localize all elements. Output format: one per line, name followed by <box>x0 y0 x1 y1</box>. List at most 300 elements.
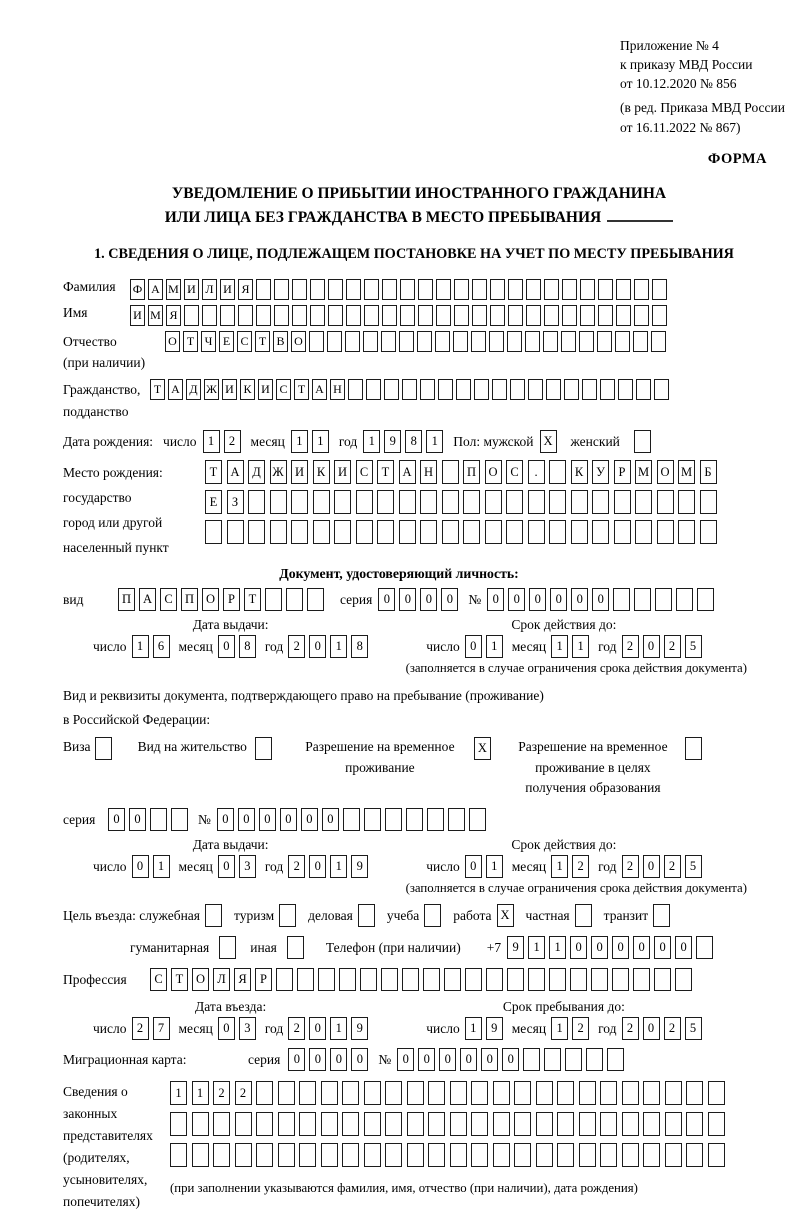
given-name-cell[interactable] <box>526 305 541 326</box>
given-name-cell[interactable] <box>184 305 199 326</box>
purpose-private-cell[interactable] <box>575 904 592 927</box>
representative-cell[interactable] <box>708 1081 725 1105</box>
representative-cell[interactable] <box>407 1081 424 1105</box>
citizenship-cell[interactable] <box>618 379 633 400</box>
identity-kind-cell[interactable]: О <box>202 588 219 611</box>
representative-cell[interactable] <box>600 1143 617 1167</box>
surname-cell[interactable] <box>616 279 631 300</box>
given-name-cell[interactable] <box>616 305 631 326</box>
stay-year-cell[interactable]: 2 <box>622 1017 639 1040</box>
patronymic-cell[interactable] <box>561 331 576 352</box>
representative-cell[interactable] <box>428 1081 445 1105</box>
birth-place-cell[interactable] <box>592 520 609 544</box>
representatives-row1-cells[interactable] <box>170 1081 725 1105</box>
birth-place-cell[interactable]: С <box>506 460 523 484</box>
birth-place-row3-cells[interactable] <box>205 520 717 544</box>
birth-place-cell[interactable]: У <box>592 460 609 484</box>
purpose-private-checkbox[interactable] <box>575 904 592 927</box>
representative-cell[interactable] <box>407 1143 424 1167</box>
residence-number-cell[interactable] <box>427 808 444 831</box>
representative-cell[interactable] <box>299 1143 316 1167</box>
representative-cell[interactable]: 1 <box>192 1081 209 1105</box>
surname-cell[interactable]: И <box>184 279 199 300</box>
identity-kind-cell[interactable]: П <box>118 588 135 611</box>
purpose-tourism-cell[interactable] <box>279 904 296 927</box>
identity-kind-cell[interactable]: П <box>181 588 198 611</box>
birth-place-cell[interactable] <box>420 520 437 544</box>
surname-cell[interactable] <box>310 279 325 300</box>
profession-cell[interactable]: Л <box>213 968 230 991</box>
given-name-cell[interactable] <box>274 305 289 326</box>
migration-number-cell[interactable]: 0 <box>460 1048 477 1071</box>
identity-kind-cell[interactable]: С <box>160 588 177 611</box>
representative-cell[interactable] <box>235 1143 252 1167</box>
patronymic-cell[interactable] <box>651 331 666 352</box>
phone-cell[interactable]: 0 <box>633 936 650 959</box>
migration-number-cell[interactable] <box>565 1048 582 1071</box>
surname-cell[interactable] <box>598 279 613 300</box>
identity-number-cell[interactable] <box>634 588 651 611</box>
representatives-row2-cells[interactable] <box>170 1112 725 1136</box>
birth-place-cell[interactable] <box>248 520 265 544</box>
entry-day-cell[interactable]: 7 <box>153 1017 170 1040</box>
res-valid-day-cells[interactable] <box>465 855 503 878</box>
patronymic-cell[interactable]: С <box>237 331 252 352</box>
identity-kind-cells[interactable] <box>118 588 324 611</box>
birth-place-cell[interactable] <box>549 520 566 544</box>
representative-cell[interactable] <box>536 1112 553 1136</box>
migration-number-cell[interactable] <box>523 1048 540 1071</box>
representative-cell[interactable] <box>686 1112 703 1136</box>
sex-female-checkbox[interactable] <box>634 430 651 453</box>
phone-cells[interactable] <box>507 936 713 959</box>
representative-cell[interactable] <box>622 1143 639 1167</box>
profession-cell[interactable] <box>507 968 524 991</box>
given-name-cell[interactable] <box>364 305 379 326</box>
profession-cell[interactable] <box>612 968 629 991</box>
issue-day-cells[interactable] <box>132 635 170 658</box>
representative-cell[interactable] <box>579 1143 596 1167</box>
patronymic-cell[interactable]: Т <box>183 331 198 352</box>
given-name-cell[interactable] <box>508 305 523 326</box>
birth-place-cell[interactable] <box>270 490 287 514</box>
profession-cell[interactable]: Т <box>171 968 188 991</box>
residence-series-cell[interactable]: 0 <box>108 808 125 831</box>
representative-cell[interactable] <box>665 1112 682 1136</box>
birth-place-cell[interactable]: Ж <box>270 460 287 484</box>
surname-cell[interactable] <box>436 279 451 300</box>
migration-number-cell[interactable]: 0 <box>397 1048 414 1071</box>
given-name-cells[interactable] <box>130 305 667 326</box>
sex-male-cell[interactable]: X <box>540 430 557 453</box>
surname-cell[interactable] <box>328 279 343 300</box>
migration-series-cell[interactable]: 0 <box>330 1048 347 1071</box>
profession-cell[interactable] <box>381 968 398 991</box>
patronymic-cell[interactable] <box>381 331 396 352</box>
issue-day-cell[interactable]: 1 <box>132 635 149 658</box>
given-name-cell[interactable]: М <box>148 305 163 326</box>
birth-place-cell[interactable]: И <box>334 460 351 484</box>
migration-series-cell[interactable]: 0 <box>309 1048 326 1071</box>
res-issue-year-cell[interactable]: 2 <box>288 855 305 878</box>
profession-cell[interactable] <box>423 968 440 991</box>
profession-cell[interactable] <box>360 968 377 991</box>
surname-cell[interactable]: И <box>220 279 235 300</box>
birth-place-cell[interactable] <box>528 490 545 514</box>
surname-cell[interactable]: М <box>166 279 181 300</box>
birth-place-cell[interactable] <box>334 490 351 514</box>
surname-cell[interactable] <box>472 279 487 300</box>
birth-place-cell[interactable]: З <box>227 490 244 514</box>
birth-place-cell[interactable]: П <box>463 460 480 484</box>
birth-place-cell[interactable] <box>442 490 459 514</box>
representative-cell[interactable] <box>385 1081 402 1105</box>
birth-place-cell[interactable] <box>377 520 394 544</box>
representative-cell[interactable] <box>256 1081 273 1105</box>
representative-cell[interactable] <box>579 1081 596 1105</box>
surname-cell[interactable] <box>382 279 397 300</box>
representative-cell[interactable] <box>342 1143 359 1167</box>
surname-cell[interactable] <box>634 279 649 300</box>
birth-place-cell[interactable] <box>356 490 373 514</box>
birth-place-cell[interactable] <box>420 490 437 514</box>
res-issue-year-cells[interactable] <box>288 855 368 878</box>
birth-place-cell[interactable]: М <box>635 460 652 484</box>
birth-place-row2-cells[interactable] <box>205 490 717 514</box>
patronymic-cell[interactable] <box>345 331 360 352</box>
given-name-cell[interactable] <box>238 305 253 326</box>
residence-series-cell[interactable]: 0 <box>129 808 146 831</box>
profession-cell[interactable] <box>654 968 671 991</box>
birth-place-cell[interactable] <box>399 520 416 544</box>
res-issue-day-cell[interactable]: 1 <box>153 855 170 878</box>
birth-place-cell[interactable] <box>549 460 566 484</box>
profession-cell[interactable]: О <box>192 968 209 991</box>
representative-cell[interactable] <box>170 1143 187 1167</box>
surname-cell[interactable] <box>400 279 415 300</box>
migration-number-cell[interactable] <box>586 1048 603 1071</box>
patronymic-cell[interactable]: Т <box>255 331 270 352</box>
issue-month-cell[interactable]: 8 <box>239 635 256 658</box>
profession-cell[interactable] <box>444 968 461 991</box>
birth-year-cells[interactable] <box>363 430 443 453</box>
entry-year-cell[interactable]: 1 <box>330 1017 347 1040</box>
res-issue-year-cell[interactable]: 0 <box>309 855 326 878</box>
citizenship-cell[interactable] <box>636 379 651 400</box>
residence-number-cell[interactable] <box>469 808 486 831</box>
residence-permit-checkbox[interactable] <box>255 737 272 760</box>
valid-month-cell[interactable]: 1 <box>572 635 589 658</box>
given-name-cell[interactable] <box>328 305 343 326</box>
birth-place-cell[interactable] <box>614 490 631 514</box>
profession-cell[interactable] <box>465 968 482 991</box>
phone-cell[interactable]: 0 <box>570 936 587 959</box>
birth-place-cell[interactable] <box>571 490 588 514</box>
birth-place-cell[interactable]: К <box>571 460 588 484</box>
birth-place-cell[interactable] <box>227 520 244 544</box>
citizenship-cell[interactable] <box>654 379 669 400</box>
residence-number-cell[interactable] <box>385 808 402 831</box>
stay-day-cells[interactable] <box>465 1017 503 1040</box>
residence-number-cell[interactable] <box>364 808 381 831</box>
representative-cell[interactable] <box>686 1143 703 1167</box>
representative-cell[interactable] <box>643 1143 660 1167</box>
surname-cell[interactable] <box>652 279 667 300</box>
stay-year-cell[interactable]: 5 <box>685 1017 702 1040</box>
res-valid-day-cell[interactable]: 1 <box>486 855 503 878</box>
birth-place-cell[interactable] <box>270 520 287 544</box>
citizenship-cell[interactable] <box>510 379 525 400</box>
profession-cell[interactable] <box>486 968 503 991</box>
surname-cell[interactable] <box>364 279 379 300</box>
representative-cell[interactable] <box>557 1081 574 1105</box>
representative-cell[interactable] <box>342 1112 359 1136</box>
profession-cell[interactable] <box>339 968 356 991</box>
residence-number-cell[interactable]: 0 <box>217 808 234 831</box>
valid-year-cell[interactable]: 2 <box>664 635 681 658</box>
valid-year-cells[interactable] <box>622 635 702 658</box>
representative-cell[interactable] <box>385 1112 402 1136</box>
stay-day-cell[interactable]: 9 <box>486 1017 503 1040</box>
residence-number-cell[interactable] <box>448 808 465 831</box>
entry-month-cell[interactable]: 0 <box>218 1017 235 1040</box>
birth-place-cell[interactable]: Т <box>377 460 394 484</box>
birth-place-cell[interactable] <box>571 520 588 544</box>
res-issue-month-cell[interactable]: 0 <box>218 855 235 878</box>
patronymic-cell[interactable] <box>543 331 558 352</box>
surname-cell[interactable] <box>580 279 595 300</box>
given-name-cell[interactable] <box>544 305 559 326</box>
identity-kind-cell[interactable] <box>265 588 282 611</box>
citizenship-cell[interactable] <box>366 379 381 400</box>
given-name-cell[interactable] <box>634 305 649 326</box>
representative-cell[interactable] <box>192 1112 209 1136</box>
given-name-cell[interactable] <box>400 305 415 326</box>
res-valid-day-cell[interactable]: 0 <box>465 855 482 878</box>
purpose-work-cell[interactable]: X <box>497 904 514 927</box>
patronymic-cell[interactable] <box>435 331 450 352</box>
birth-place-cell[interactable] <box>678 520 695 544</box>
res-issue-year-cell[interactable]: 9 <box>351 855 368 878</box>
birth-month-cells[interactable] <box>291 430 329 453</box>
stay-day-cell[interactable]: 1 <box>465 1017 482 1040</box>
citizenship-cell[interactable]: И <box>258 379 273 400</box>
entry-day-cell[interactable]: 2 <box>132 1017 149 1040</box>
given-name-cell[interactable] <box>598 305 613 326</box>
birth-place-cell[interactable] <box>291 490 308 514</box>
citizenship-cell[interactable] <box>492 379 507 400</box>
identity-number-cell[interactable]: 0 <box>508 588 525 611</box>
profession-cell[interactable]: Я <box>234 968 251 991</box>
res-issue-month-cells[interactable] <box>218 855 256 878</box>
citizenship-cell[interactable]: К <box>240 379 255 400</box>
given-name-cell[interactable] <box>490 305 505 326</box>
patronymic-cell[interactable] <box>417 331 432 352</box>
patronymic-cell[interactable] <box>507 331 522 352</box>
surname-cell[interactable] <box>454 279 469 300</box>
valid-month-cells[interactable] <box>551 635 589 658</box>
representative-cell[interactable] <box>192 1143 209 1167</box>
birth-place-cell[interactable] <box>657 490 674 514</box>
representative-cell[interactable] <box>450 1143 467 1167</box>
birth-place-cell[interactable]: Р <box>614 460 631 484</box>
profession-cell[interactable] <box>528 968 545 991</box>
birth-place-cell[interactable] <box>442 460 459 484</box>
representative-cell[interactable] <box>600 1112 617 1136</box>
representative-cell[interactable] <box>321 1112 338 1136</box>
given-name-cell[interactable] <box>220 305 235 326</box>
birth-place-cell[interactable] <box>291 520 308 544</box>
birth-place-cell[interactable]: Н <box>420 460 437 484</box>
purpose-humanitarian-cell[interactable] <box>219 936 236 959</box>
purpose-tourism-checkbox[interactable] <box>279 904 296 927</box>
representative-cell[interactable] <box>321 1081 338 1105</box>
migration-number-cell[interactable]: 0 <box>502 1048 519 1071</box>
surname-cell[interactable]: Я <box>238 279 253 300</box>
visa-checkbox[interactable] <box>95 737 112 760</box>
representative-cell[interactable] <box>364 1081 381 1105</box>
valid-day-cells[interactable] <box>465 635 503 658</box>
issue-day-cell[interactable]: 6 <box>153 635 170 658</box>
patronymic-cell[interactable] <box>597 331 612 352</box>
edu-permit-checkbox[interactable] <box>685 737 702 760</box>
citizenship-cell[interactable] <box>438 379 453 400</box>
surname-cell[interactable] <box>562 279 577 300</box>
citizenship-cell[interactable]: Д <box>186 379 201 400</box>
given-name-cell[interactable] <box>436 305 451 326</box>
migration-number-cell[interactable]: 0 <box>439 1048 456 1071</box>
entry-year-cell[interactable]: 0 <box>309 1017 326 1040</box>
patronymic-cell[interactable] <box>309 331 324 352</box>
res-issue-year-cell[interactable]: 1 <box>330 855 347 878</box>
surname-cell[interactable] <box>256 279 271 300</box>
res-valid-month-cells[interactable] <box>551 855 589 878</box>
migration-number-cells[interactable] <box>397 1048 624 1071</box>
valid-year-cell[interactable]: 5 <box>685 635 702 658</box>
phone-cell[interactable]: 0 <box>675 936 692 959</box>
birth-month-cell[interactable]: 1 <box>291 430 308 453</box>
identity-series-cell[interactable]: 0 <box>378 588 395 611</box>
citizenship-cell[interactable] <box>474 379 489 400</box>
representative-cell[interactable] <box>557 1143 574 1167</box>
entry-year-cell[interactable]: 2 <box>288 1017 305 1040</box>
res-valid-year-cell[interactable]: 2 <box>622 855 639 878</box>
given-name-cell[interactable] <box>292 305 307 326</box>
temp-permit-checkbox[interactable] <box>474 737 491 760</box>
purpose-business-checkbox[interactable] <box>358 904 375 927</box>
citizenship-cell[interactable] <box>528 379 543 400</box>
birth-place-cell[interactable] <box>313 520 330 544</box>
temp-permit-checkbox-cell[interactable]: X <box>474 737 491 760</box>
birth-place-cell[interactable]: А <box>399 460 416 484</box>
birth-year-cell[interactable]: 1 <box>426 430 443 453</box>
issue-year-cell[interactable]: 1 <box>330 635 347 658</box>
phone-cell[interactable]: 9 <box>507 936 524 959</box>
citizenship-cell[interactable]: С <box>276 379 291 400</box>
representative-cell[interactable] <box>557 1112 574 1136</box>
profession-cell[interactable] <box>297 968 314 991</box>
citizenship-cells[interactable] <box>150 379 669 400</box>
representative-cell[interactable] <box>622 1081 639 1105</box>
given-name-cell[interactable] <box>454 305 469 326</box>
representative-cell[interactable] <box>708 1112 725 1136</box>
patronymic-cell[interactable] <box>633 331 648 352</box>
representative-cell[interactable] <box>622 1112 639 1136</box>
citizenship-cell[interactable] <box>420 379 435 400</box>
birth-place-cell[interactable] <box>463 490 480 514</box>
citizenship-cell[interactable] <box>564 379 579 400</box>
migration-number-cell[interactable]: 0 <box>418 1048 435 1071</box>
res-valid-month-cell[interactable]: 1 <box>551 855 568 878</box>
birth-place-cell[interactable]: Б <box>700 460 717 484</box>
surname-cell[interactable] <box>274 279 289 300</box>
citizenship-cell[interactable]: А <box>168 379 183 400</box>
representative-cell[interactable] <box>450 1112 467 1136</box>
birth-place-cell[interactable]: А <box>227 460 244 484</box>
patronymic-cells[interactable] <box>165 331 666 352</box>
representative-cell[interactable] <box>514 1112 531 1136</box>
citizenship-cell[interactable]: А <box>312 379 327 400</box>
residence-series-cell[interactable] <box>150 808 167 831</box>
res-issue-day-cells[interactable] <box>132 855 170 878</box>
entry-month-cell[interactable]: 3 <box>239 1017 256 1040</box>
surname-cell[interactable] <box>292 279 307 300</box>
representative-cell[interactable] <box>643 1112 660 1136</box>
patronymic-cell[interactable] <box>453 331 468 352</box>
profession-cell[interactable] <box>318 968 335 991</box>
identity-kind-cell[interactable] <box>307 588 324 611</box>
representative-cell[interactable] <box>536 1081 553 1105</box>
representative-cell[interactable] <box>278 1143 295 1167</box>
given-name-cell[interactable] <box>472 305 487 326</box>
identity-number-cell[interactable]: 0 <box>592 588 609 611</box>
res-issue-day-cell[interactable]: 0 <box>132 855 149 878</box>
migration-number-cell[interactable]: 0 <box>481 1048 498 1071</box>
purpose-study-cell[interactable] <box>424 904 441 927</box>
representative-cell[interactable] <box>514 1143 531 1167</box>
representative-cell[interactable] <box>385 1143 402 1167</box>
identity-number-cell[interactable] <box>613 588 630 611</box>
representative-cell[interactable] <box>299 1112 316 1136</box>
citizenship-cell[interactable] <box>546 379 561 400</box>
stay-year-cell[interactable]: 0 <box>643 1017 660 1040</box>
res-valid-year-cell[interactable]: 2 <box>664 855 681 878</box>
stay-month-cells[interactable] <box>551 1017 589 1040</box>
birth-place-cell[interactable] <box>463 520 480 544</box>
patronymic-cell[interactable]: О <box>291 331 306 352</box>
res-valid-year-cell[interactable]: 5 <box>685 855 702 878</box>
birth-year-cell[interactable]: 1 <box>363 430 380 453</box>
stay-month-cell[interactable]: 1 <box>551 1017 568 1040</box>
birth-place-cell[interactable] <box>442 520 459 544</box>
birth-place-cell[interactable] <box>485 490 502 514</box>
entry-month-cells[interactable] <box>218 1017 256 1040</box>
birth-place-cell[interactable] <box>334 520 351 544</box>
patronymic-cell[interactable] <box>327 331 342 352</box>
birth-place-cell[interactable] <box>506 520 523 544</box>
patronymic-cell[interactable] <box>363 331 378 352</box>
representative-cell[interactable] <box>213 1143 230 1167</box>
res-valid-year-cells[interactable] <box>622 855 702 878</box>
citizenship-cell[interactable]: Т <box>150 379 165 400</box>
issue-month-cell[interactable]: 0 <box>218 635 235 658</box>
birth-place-cell[interactable]: Т <box>205 460 222 484</box>
birth-place-cell[interactable] <box>313 490 330 514</box>
valid-day-cell[interactable]: 1 <box>486 635 503 658</box>
surname-cell[interactable]: Ф <box>130 279 145 300</box>
issue-month-cells[interactable] <box>218 635 256 658</box>
identity-number-cell[interactable]: 0 <box>529 588 546 611</box>
